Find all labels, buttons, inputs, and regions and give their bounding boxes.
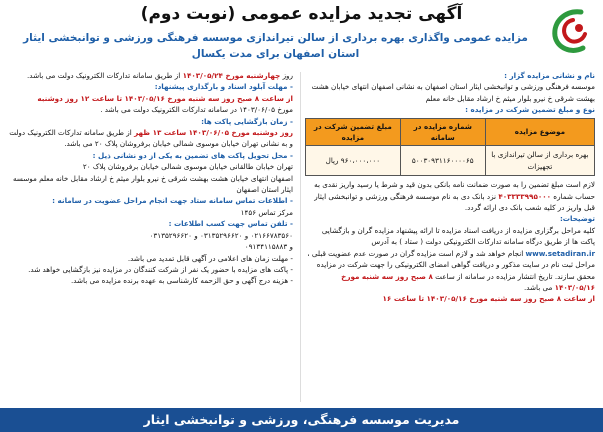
cost-note: - هزینه درج آگهی و حق الزحمه کارشناسی به عهده برنده مزایده می باشد.	[70, 276, 293, 286]
auction-table	[305, 118, 595, 177]
setad-contact-heading: - اطلاعات تماس سامانه ستاد جهت انجام مراحل عضویت در سامانه :	[52, 196, 293, 206]
upload-heading: - مهلت آبلود اسناد و بارگذاری پیشنهاد:	[154, 82, 293, 92]
table-row	[306, 146, 595, 176]
right-column	[305, 70, 595, 305]
document-deadline: روز چهارشنبه مورخ ۱۴۰۳/۰۵/۲۴ از طریق سامانه تدارکات الکترونیک دولت می باشد.	[27, 71, 293, 80]
phone-numbers: ۰۲۱۶۶۷۸۳۵۶۰ و ۰۳۱۳۵۲۹۶۶۲۰ و ۰۳۱۳۵۲۹۶۶۲۰	[149, 230, 293, 240]
upload-period-end: مورخ ۱۴۰۳/۰۶/۰۵ در سامانه تدارکات الکترونیک دولت می باشد .	[100, 105, 293, 115]
table-header-subject: موضوع مزایده	[485, 118, 594, 146]
notice-title: آگهی تجدید مزایده عمومی (نوبت دوم)	[140, 4, 463, 24]
table-header-guarantee: مبلغ تضمین شرکت در مزایده	[306, 118, 401, 146]
opening-note: - پاکت های مزایده با حضور یک نفر از شرکت کنندگان در مزایده نیز بازگشایی خواهد شد.	[28, 264, 293, 274]
organizer-heading: نام و نشانی مزایده گزار :	[504, 71, 595, 80]
notice-subtitle: مزایده عمومی واگذاری بهره برداری از سالن تیراندازی موسسه فرهنگی ورزشی و توانبخشی ایثار استان اصفهان برای مدت یکسال	[23, 32, 528, 60]
opening-heading: - زمان بازگشایی پاکت ها:	[201, 116, 293, 126]
guarantee-text: لازم است مبلغ تضمین را به صورت ضمانت نامه بانکی بدون قید و شرط یا رسید واریز نقدی به حساب شماره ۴۰۳۳۳۳۹۹۵۰۰۰ نزد بانک دی به نام موسسه فرهنگی ورزشی و توانبخشی ایثار قبل واریز در کلیه شعب بانک دی ارائه گردد.	[314, 180, 595, 213]
column-divider	[300, 72, 301, 402]
table-cell-number: ۵۰۰۳۰۹۳۱۱۶۰۰۰۰۶۵	[400, 146, 485, 176]
delivery-tehran: تهران خیابان طالقانی خیابان موسوی شمالی خیابان برفروشان پلاک ۲۰	[82, 162, 293, 172]
table-cell-subject: بهره برداری از سالن تیراندازی با تجهیزات	[485, 146, 594, 176]
table-cell-guarantee: ۹۶۰،۰۰۰،۰۰۰ ریال	[306, 146, 401, 176]
phone-heading: - تلفن تماس جهت کسب اطلاعات :	[168, 219, 293, 229]
mobile-number: و ۰۹۱۳۴۱۱۵۸۸۳	[244, 242, 293, 252]
notes-heading: توضیحات:	[559, 214, 595, 224]
upload-period: از ساعت ۸ صبح روز سه شنبه مورخ ۱۴۰۳/۰۵/۱۶ تا ساعت ۱۲ روز دوشنبه	[37, 93, 293, 103]
guarantee-heading: نوع و مبلغ تضمین شرکت در مزایده :	[465, 105, 595, 115]
delivery-isfahan: اصفهان انتهای خیابان هشت بهشت شرقی خ نیرو بلوار میثم خ ارشاد مقابل خانه معلم موسسه ایثار استان اصفهان	[12, 173, 293, 195]
opening-text: روز دوشنبه مورخ ۱۴۰۳/۰۶/۰۵ ساعت ۱۳ ظهر از طریق سامانه تدارکات الکترونیک دولت و به نشانی تهران خیابان موسوی شمالی خیابان برفروشان پلاک ۲۰ می باشد.	[9, 128, 293, 149]
account-number: ۴۰۳۳۳۳۹۹۵۰۰۰	[498, 191, 551, 201]
setad-link[interactable]: www.setadiran.ir	[525, 248, 595, 258]
delivery-heading: - محل تحویل پاکت های تضمین به یکی از دو نشانی ذیل :	[92, 150, 293, 160]
isar-logo-icon	[543, 6, 595, 58]
footer-banner: مدیریت موسسه فرهنگی، ورزشی و توانبخشی ایثار	[0, 408, 603, 432]
left-column	[8, 70, 293, 287]
document-period: از ساعت ۸ صبح روز سه شنبه مورخ ۱۴۰۳/۰۵/۱۶ تا ساعت ۱۶	[382, 294, 595, 304]
notes-text: کلیه مراحل برگزاری مزایده از دریافت اسناد مزایده تا ارائه پیشنهاد مزایده گران و بازگشایی پاکت ها از طریق درگاه سامانه تدارکات الکترونیکی دولت ( ستاد ) به آدرس www.setadiran.ir انجام خواهد شد و لازم است مزایده گران در صورت عدم عضویت قبلی ، مراحل ثبت نام در سایت مذکور و دریافت گواهی امضای الکترونیکی را جهت شرکت در مزایده محقق سازند. تاریخ انتشار مزایده در سامانه از ساعت ۸ صبح روز سه شنبه مورخ ۱۴۰۳/۰۵/۱۶ می باشد.	[307, 225, 595, 292]
extension-note: - مهلت زمان های اعلامی در آگهی قابل تمدید می باشد.	[127, 253, 293, 263]
organizer-address: موسسه فرهنگی ورزشی و توانبخشی ایثار استان اصفهان به نشانی اصفهان انتهای خیابان هشت بهشت شرقی خ نیرو بلوار میثم خ ارشاد مقابل خانه معلم	[311, 82, 595, 103]
table-header-number: شماره مزایده در سامانه	[400, 118, 485, 146]
call-center: مرکز تماس ۱۴۵۶	[240, 207, 293, 217]
